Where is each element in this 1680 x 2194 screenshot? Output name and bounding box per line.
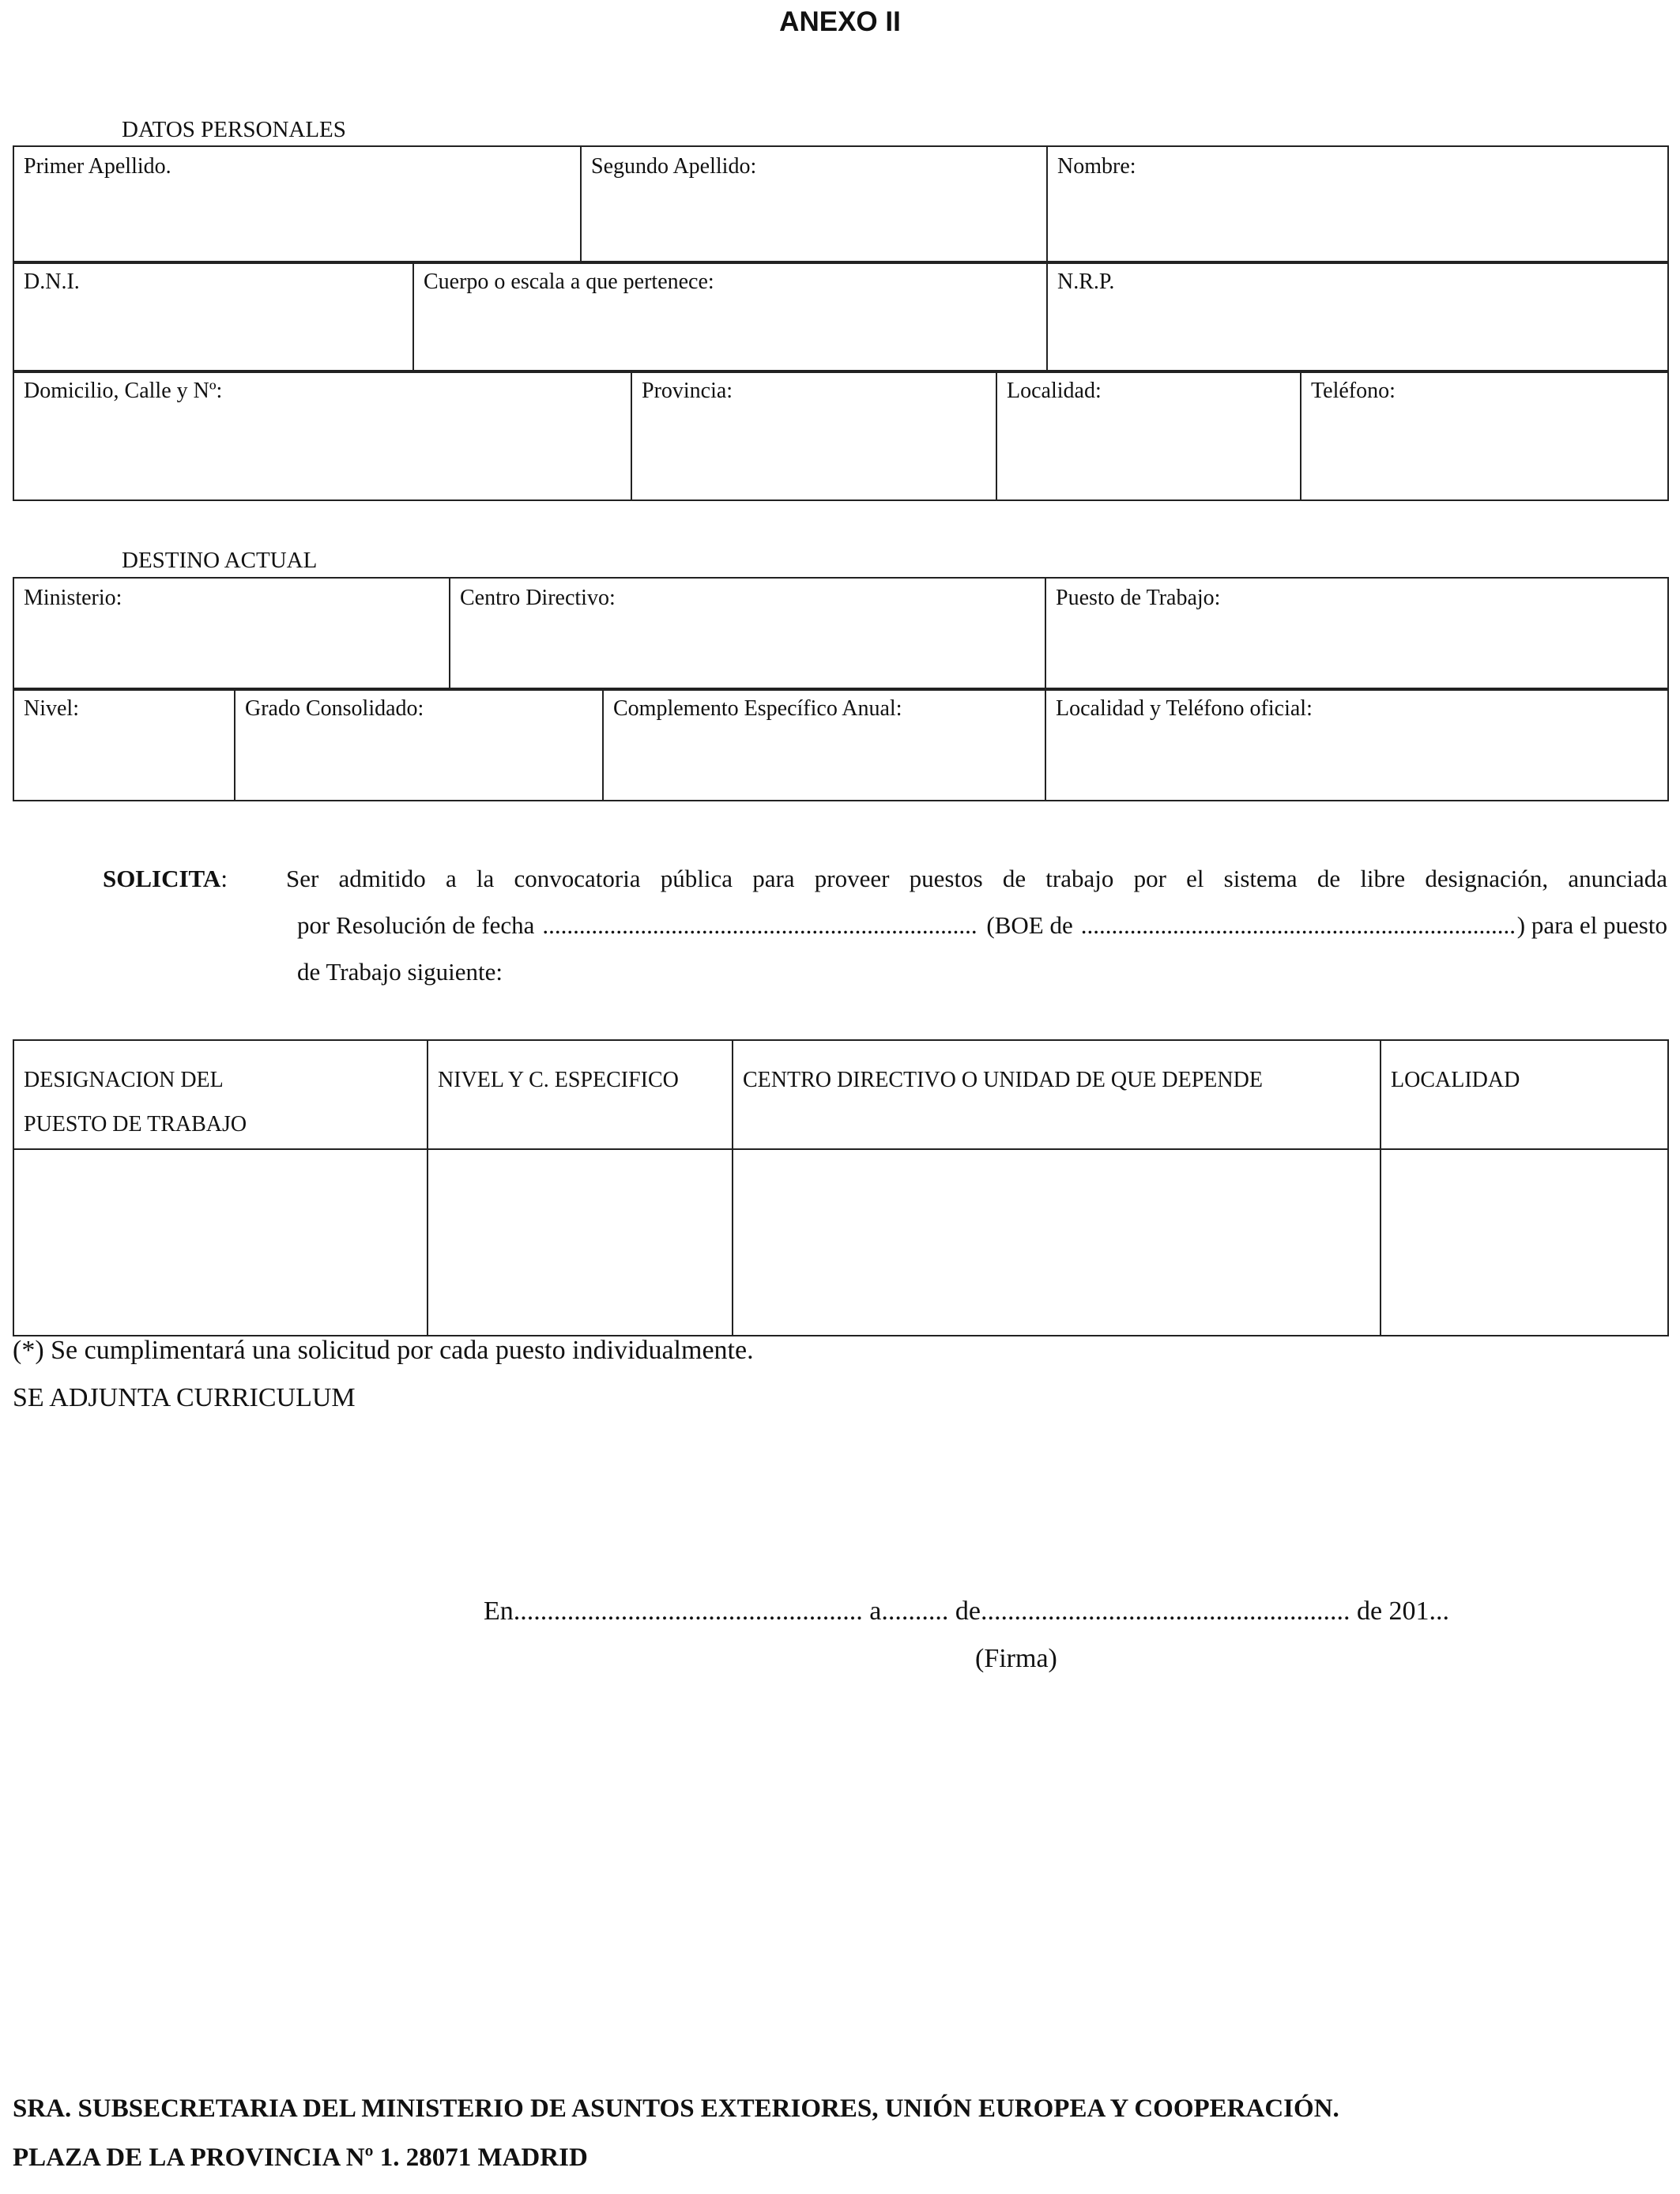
solicita-colon: :	[220, 865, 228, 892]
document-title: ANEXO II	[779, 6, 901, 37]
nivel-field[interactable]: Nivel:	[13, 688, 235, 801]
firma-label: (Firma)	[975, 1644, 1057, 1673]
datos-personales-table-1	[13, 145, 1669, 264]
note-text: (*) Se cumplimentará una solicitud por cada puesto individualmente.	[13, 1336, 754, 1365]
signature-line: En.................................................... a.......... de....................................................... de 201...	[484, 1596, 1450, 1626]
destino-actual-table-2	[13, 688, 1669, 801]
complemento-especifico-field[interactable]: Complemento Específico Anual:	[603, 688, 1045, 801]
localidad-field[interactable]: Localidad:	[996, 371, 1301, 500]
boe-blank[interactable]	[1081, 902, 1517, 948]
puesto-table	[13, 1039, 1669, 1336]
para-el-puesto-text: ) para el puesto	[1516, 911, 1667, 939]
centro-directivo-cell[interactable]	[733, 1149, 1381, 1336]
domicilio-field[interactable]: Domicilio, Calle y Nº:	[13, 371, 631, 500]
header-nivel: NIVEL Y C. ESPECIFICO	[428, 1040, 733, 1149]
localidad-cell[interactable]	[1381, 1149, 1668, 1336]
destino-actual-table-1	[13, 577, 1669, 691]
solicita-line-3: de Trabajo siguiente:	[297, 958, 503, 986]
dni-field[interactable]: D.N.I.	[13, 262, 413, 372]
resolucion-fecha-label: por Resolución de fecha	[297, 911, 535, 939]
nivel-cell[interactable]	[428, 1149, 733, 1336]
solicita-label	[103, 855, 228, 902]
telefono-field[interactable]: Teléfono:	[1301, 371, 1668, 500]
boe-label: (BOE de	[986, 911, 1073, 939]
provincia-field[interactable]: Provincia:	[631, 371, 996, 500]
puesto-trabajo-field[interactable]: Puesto de Trabajo:	[1045, 578, 1668, 690]
adjunta-curriculum-text: SE ADJUNTA CURRICULUM	[13, 1383, 356, 1412]
nombre-field[interactable]: Nombre:	[1047, 146, 1668, 263]
localidad-telefono-oficial-field[interactable]: Localidad y Teléfono oficial:	[1045, 688, 1668, 801]
primer-apellido-field[interactable]: Primer Apellido.	[13, 146, 581, 263]
header-localidad: LOCALIDAD	[1381, 1040, 1668, 1149]
designacion-cell[interactable]	[13, 1149, 428, 1336]
grado-consolidado-field[interactable]: Grado Consolidado:	[235, 688, 603, 801]
destino-actual-label: DESTINO ACTUAL	[122, 548, 318, 573]
centro-directivo-field[interactable]: Centro Directivo:	[450, 578, 1045, 690]
footer-addressee: SRA. SUBSECRETARIA DEL MINISTERIO DE ASUNTOS EXTERIORES, UNIÓN EUROPEA Y COOPERACIÓN.	[13, 2094, 1339, 2123]
datos-personales-table-2	[13, 261, 1669, 373]
resolucion-fecha-blank[interactable]	[542, 902, 978, 948]
solicita-line-1	[286, 855, 1667, 902]
datos-personales-table-3	[13, 370, 1669, 501]
solicita-word: SOLICITA	[103, 865, 221, 892]
cuerpo-escala-field[interactable]: Cuerpo o escala a que pertenece:	[413, 262, 1047, 372]
solicita-text-1: Ser admitido a la convocatoria pública para proveer puestos de trabajo por el sistema de libre designación, anunciada	[286, 865, 1667, 892]
segundo-apellido-field[interactable]: Segundo Apellido:	[581, 146, 1047, 263]
ministerio-field[interactable]: Ministerio:	[13, 578, 450, 690]
solicita-line-2	[297, 902, 1667, 948]
header-designacion-line-2: PUESTO DE TRABAJO	[24, 1112, 247, 1137]
footer-address: PLAZA DE LA PROVINCIA Nº 1. 28071 MADRID	[13, 2143, 588, 2172]
datos-personales-label: DATOS PERSONALES	[122, 117, 346, 142]
header-centro-directivo: CENTRO DIRECTIVO O UNIDAD DE QUE DEPENDE	[733, 1040, 1381, 1149]
nrp-field[interactable]: N.R.P.	[1047, 262, 1668, 372]
header-designacion-line-1: DESIGNACION DEL	[24, 1068, 224, 1092]
header-designacion	[13, 1040, 428, 1149]
